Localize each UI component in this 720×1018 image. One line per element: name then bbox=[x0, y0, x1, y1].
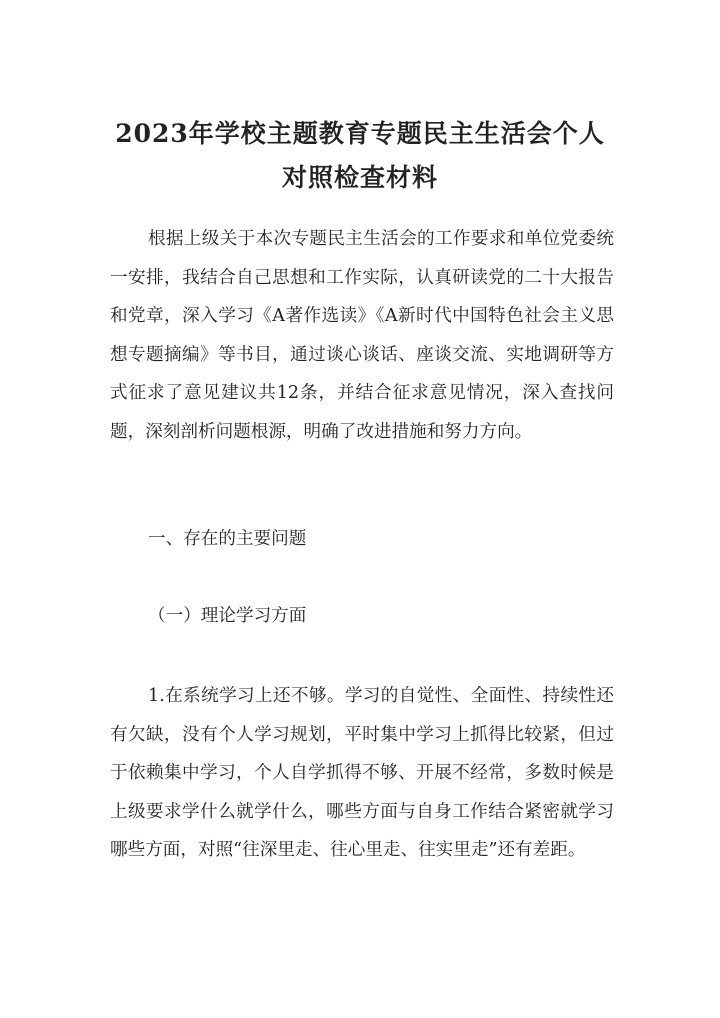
document-title-line-1: 2023年学校主题教育专题民主生活会个人 bbox=[115, 119, 605, 148]
intro-paragraph: 根据上级关于本次专题民主生活会的工作要求和单位党委统一安排，我结合自己思想和工作实际，认真研读党的二十大报告和党章，深入学习《A著作选读》《A新时代中国特色社会主义思想专题摘编》等书目，通过谈心谈话、座谈交流、实地调研等方式征求了意见建议共12条，并结合征求意见情况，深入查找问题，深刻剖析问题根源，明确了改进措施和努力方向。 bbox=[110, 229, 614, 442]
subsection-heading: （一）理论学习方面 bbox=[148, 606, 307, 626]
section-heading: 一、存在的主要问题 bbox=[148, 529, 307, 549]
item-paragraph: 1.在系统学习上还不够。学习的自觉性、全面性、持续性还有欠缺，没有个人学习规划，平时集中学习上抓得比较紧，但过于依赖集中学习，个人自学抓得不够、开展不经常，多数时候是上级要求学什么就学什么，哪些方面与自身工作结合紧密就学习哪些方面，对照“往深里走、往心里走、往实里走”还有差距。 bbox=[110, 686, 614, 860]
document-title-line-2: 对照检查材料 bbox=[281, 163, 438, 192]
